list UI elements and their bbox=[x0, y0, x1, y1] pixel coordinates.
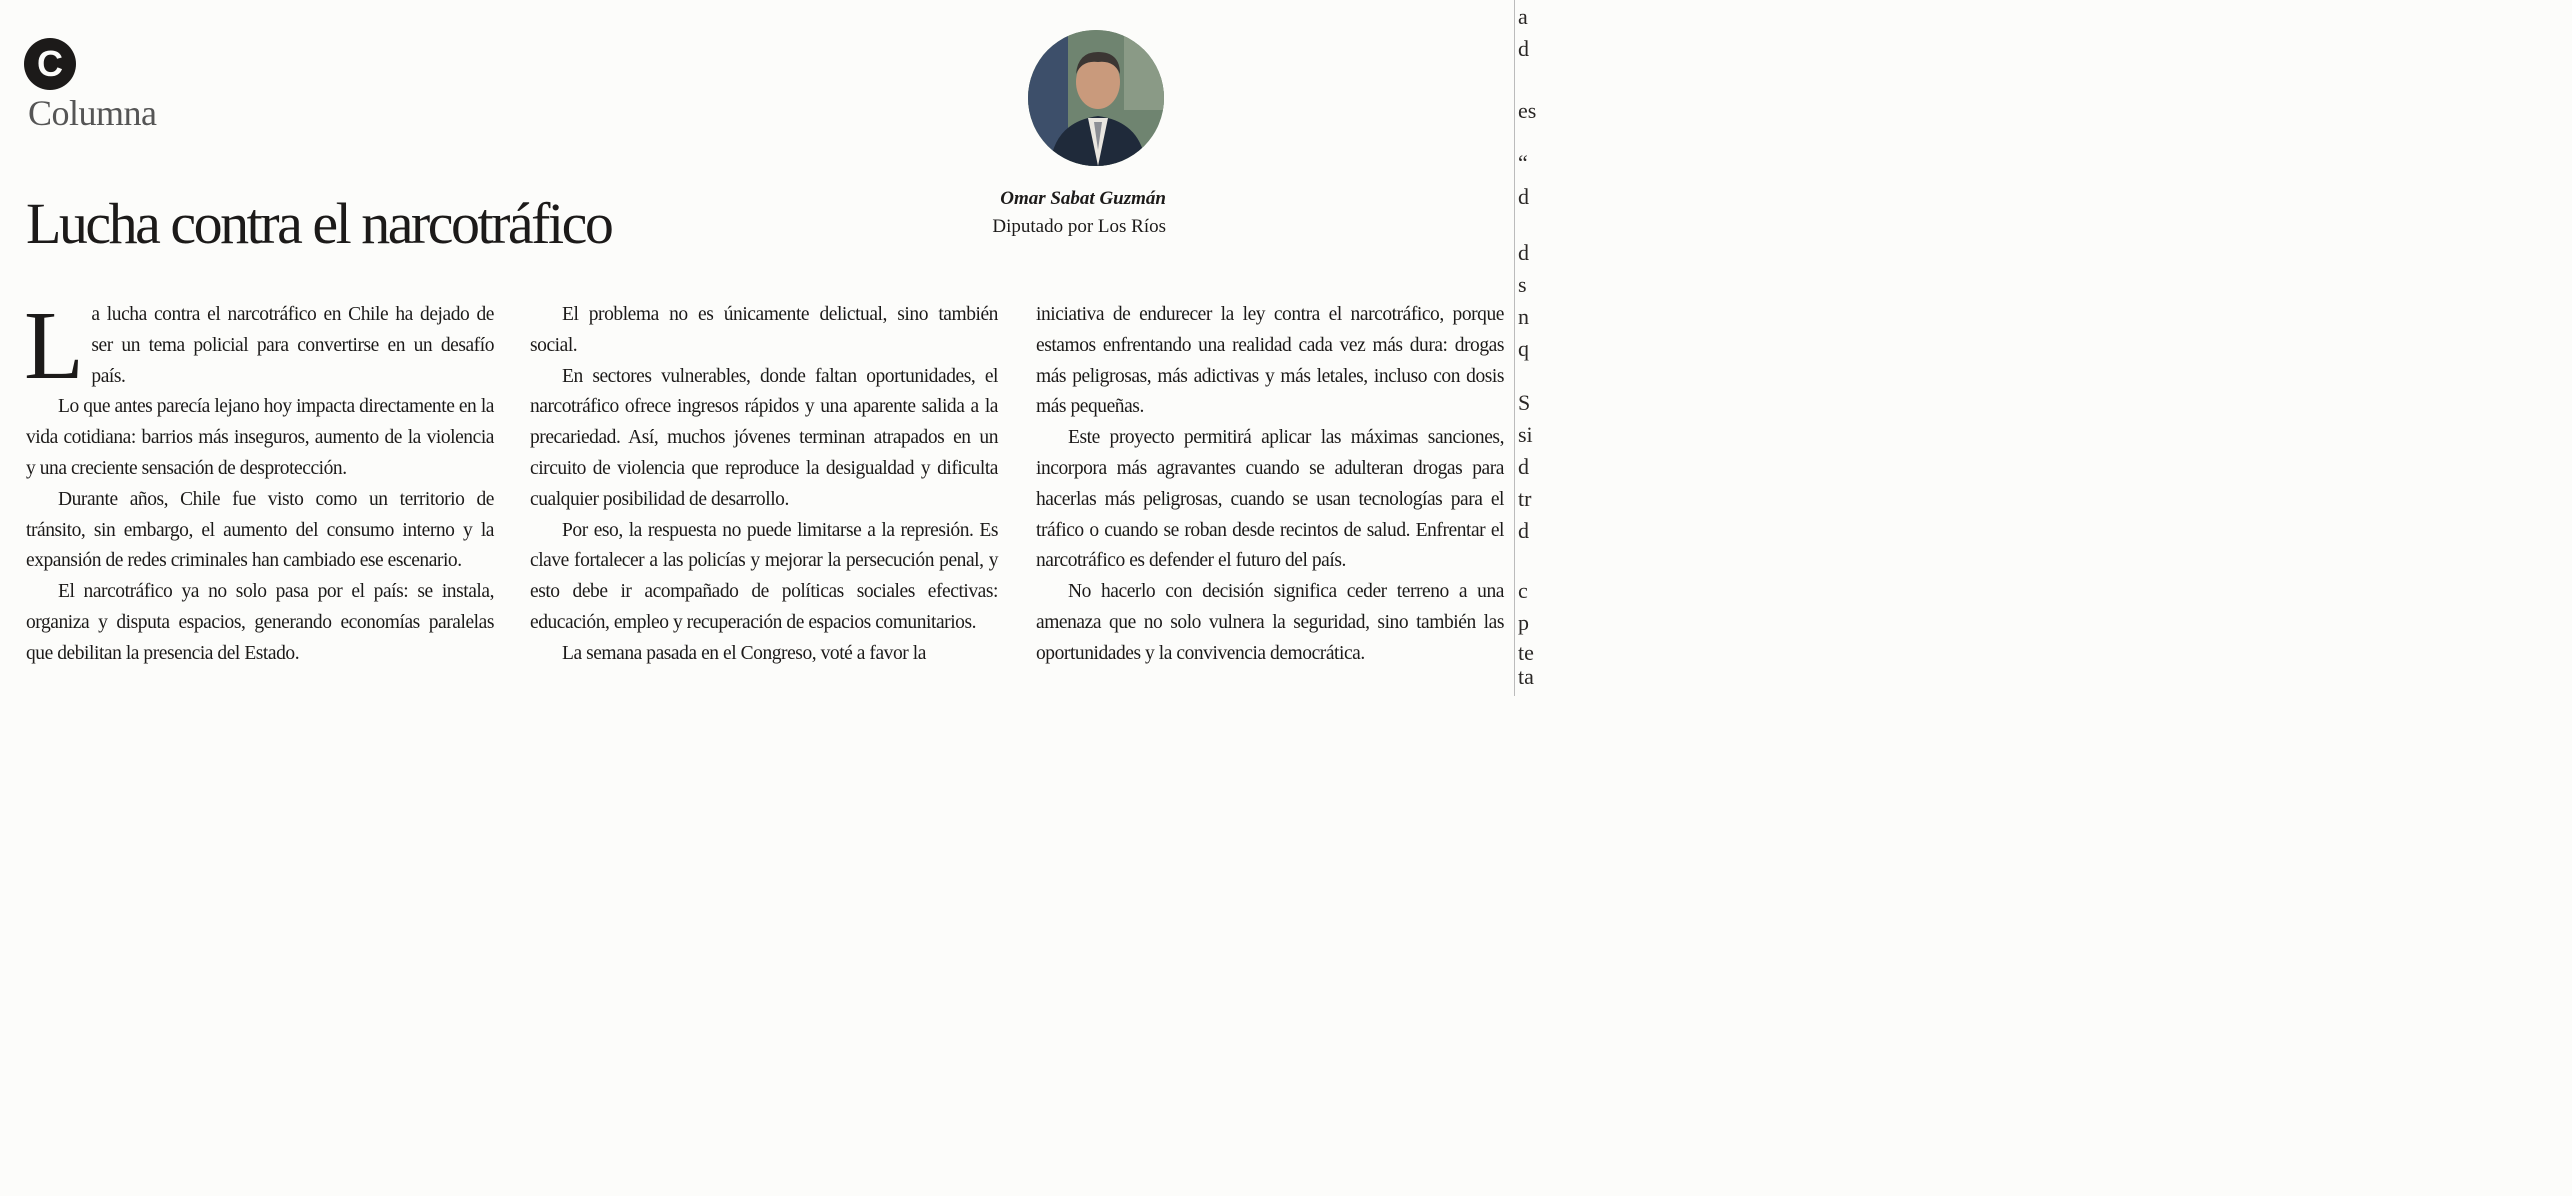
headline: Lucha contra el narcotráfico bbox=[26, 191, 612, 256]
adjacent-article-fragment bbox=[1518, 0, 1548, 696]
article-paragraph-8: La semana pasada en el Congreso, voté a favor la bbox=[562, 642, 926, 664]
neighbor-fragment: c bbox=[1518, 578, 1528, 603]
neighbor-fragment: q bbox=[1518, 336, 1529, 361]
article-column-1 bbox=[24, 292, 494, 670]
article-column-2 bbox=[530, 300, 998, 670]
article-paragraph-1: La lucha contra el narcotráfico en Chile ha dejado de ser un tema policial para convertirse en un desafío país. bbox=[24, 292, 494, 400]
article-paragraph-2: Lo que antes parecía lejano hoy impacta directamente en la vida cotidiana: barrios más inseguros, aumento de la violencia y una creciente sensación de desprotección. bbox=[26, 396, 494, 479]
neighbor-fragment: p bbox=[1518, 610, 1529, 635]
author-portrait-icon bbox=[1028, 30, 1164, 166]
neighbor-fragment: d bbox=[1518, 454, 1529, 479]
neighbor-fragment: d bbox=[1518, 36, 1529, 61]
column-divider bbox=[1514, 0, 1515, 696]
section-badge-icon: C bbox=[24, 38, 76, 90]
article-paragraph-8-continued: iniciativa de endurecer la ley contra el narcotráfico, porque estamos enfrentando una realidad cada vez más dura: drogas más peligrosas, más adictivas y más letales, incluso con dosis más pequeñas. bbox=[1036, 304, 1504, 418]
neighbor-fragment: d bbox=[1518, 518, 1529, 543]
neighbor-fragment: ta bbox=[1518, 664, 1534, 689]
newspaper-column-page bbox=[0, 0, 1537, 696]
neighbor-fragment: te bbox=[1518, 640, 1534, 665]
neighbor-fragment: a bbox=[1518, 4, 1528, 29]
article-paragraph-3: Durante años, Chile fue visto como un territorio de tránsito, sin embargo, el aumento del consumo interno y la expansión de redes criminales han cambiado ese escenario. bbox=[26, 488, 494, 572]
neighbor-fragment: d bbox=[1518, 184, 1529, 209]
section-label: Columna bbox=[28, 93, 157, 133]
neighbor-fragment: si bbox=[1518, 422, 1533, 447]
neighbor-fragment: d bbox=[1518, 240, 1529, 265]
drop-cap: L bbox=[24, 292, 84, 400]
article-paragraph-7: Por eso, la respuesta no puede limitarse a la represión. Es clave fortalecer a las policías y mejorar la persecución penal, y esto debe ir acompañado de políticas sociales efectivas: educación, empleo y recuperación de espacios comunitarios. bbox=[530, 519, 998, 633]
neighbor-fragment: “ bbox=[1518, 150, 1528, 175]
article-paragraph-10: No hacerlo con decisión significa ceder terreno a una amenaza que no solo vulnera la seguridad, sino también las oportunidades y la convivencia democrática. bbox=[1036, 581, 1504, 664]
article-paragraph-9: Este proyecto permitirá aplicar las máximas sanciones, incorpora más agravantes cuando se adulteran drogas para hacerlas más peligrosas, cuando se usan tecnologías para el tráfico o cuando se roban desde recintos de salud. Enfrentar el narcotráfico es defender el futuro del país. bbox=[1036, 427, 1504, 572]
author-name: Omar Sabat Guzmán bbox=[1000, 188, 1166, 209]
author-role: Diputado por Los Ríos bbox=[992, 216, 1166, 237]
article-paragraph-5: El problema no es únicamente delictual, sino también social. bbox=[530, 304, 998, 356]
neighbor-fragment: S bbox=[1518, 390, 1531, 415]
neighbor-fragment: s bbox=[1518, 272, 1527, 297]
neighbor-fragment: es bbox=[1518, 98, 1537, 123]
neighbor-fragment: n bbox=[1518, 304, 1529, 329]
article-paragraph-4: El narcotráfico ya no solo pasa por el país: se instala, organiza y disputa espacios, generando economías paralelas que debilitan la presencia del Estado. bbox=[26, 581, 494, 664]
article-column-3 bbox=[1036, 300, 1504, 670]
article-paragraph-6: En sectores vulnerables, donde faltan oportunidades, el narcotráfico ofrece ingresos rápidos y una aparente salida a la precariedad. Así, muchos jóvenes terminan atrapados en un circuito de violencia que reproduce la desigualdad y dificulta cualquier posibilidad de desarrollo. bbox=[530, 365, 998, 510]
neighbor-fragment: tr bbox=[1518, 486, 1532, 511]
